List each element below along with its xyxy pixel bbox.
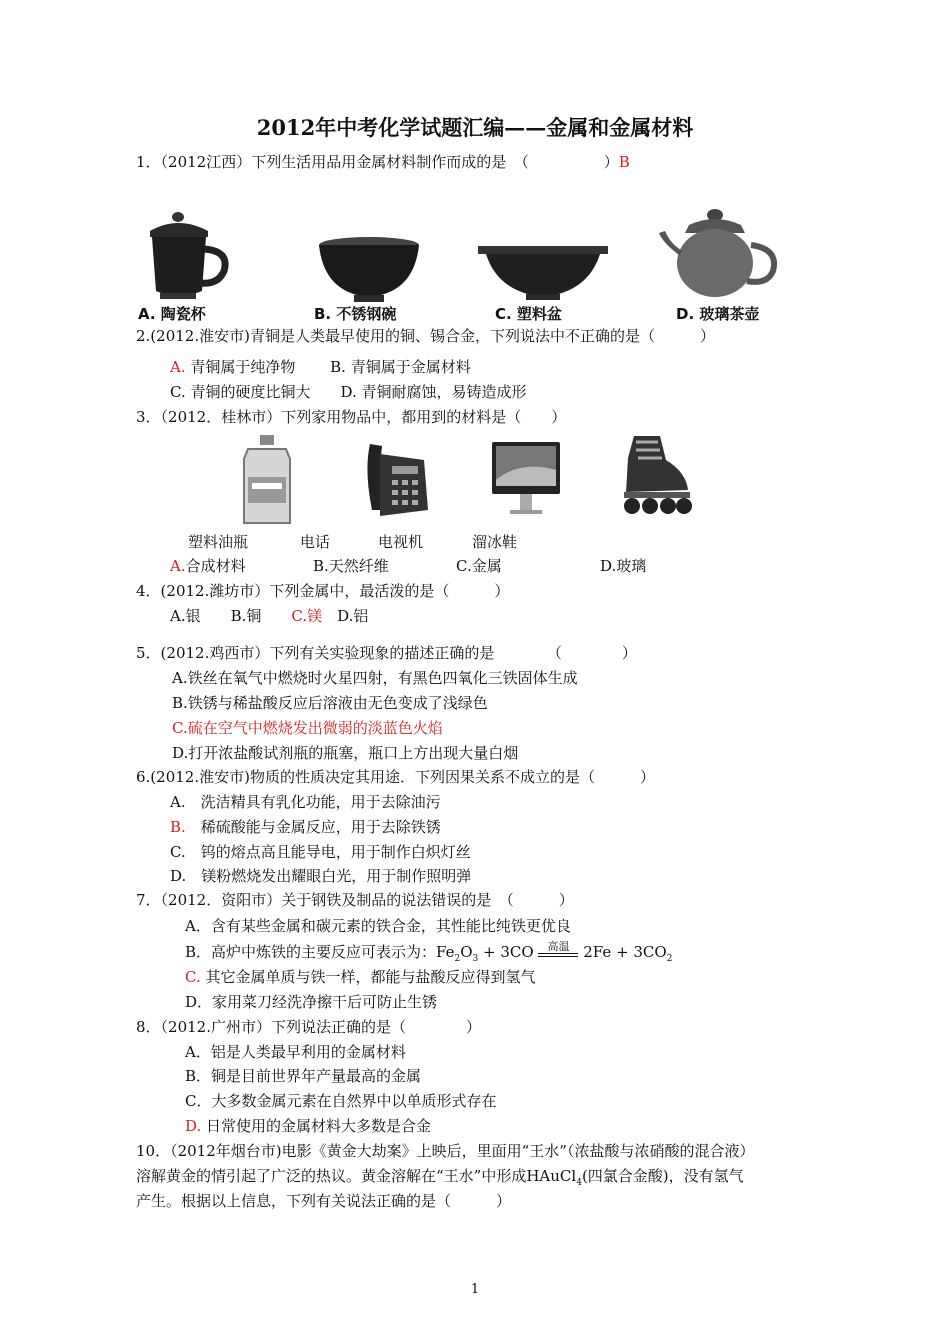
q6-option-d: D. 镁粉燃烧发出耀眼白光，用于制作照明弹 bbox=[170, 867, 472, 885]
q3-option-c: C.金属 bbox=[456, 557, 502, 575]
steel-bowl-image bbox=[314, 235, 424, 305]
q1-label-d: D. 玻璃茶壶 bbox=[676, 305, 760, 323]
q2-answer-a: A. bbox=[170, 358, 186, 376]
q10-line3: 产生。根据以上信息，下列有关说法正确的是（ ） bbox=[136, 1192, 512, 1210]
q6-option-b: B. 稀硫酸能与金属反应，用于去除铁锈 bbox=[170, 818, 441, 836]
tv-monitor-image bbox=[490, 440, 562, 520]
q3-caption-tv: 电视机 bbox=[378, 533, 424, 551]
q1-stem: 1．（2012江西）下列生活用品用金属材料制作而成的是 （ ）B bbox=[136, 153, 630, 171]
q2-stem: 2.(2012.淮安市)青铜是人类最早使用的铜、锡合金，下列说法中不正确的是（ ） bbox=[136, 327, 715, 345]
oil-bottle-image bbox=[238, 433, 298, 528]
skate-shoe-image bbox=[614, 432, 699, 517]
q8-option-a: A．铝是人类最早利用的金属材料 bbox=[185, 1043, 406, 1061]
q10-line1: 10．（2012年烟台市)电影《黄金大劫案》上映后，里面用“王水”（浓盐酸与浓硝酸的混合液） bbox=[136, 1142, 755, 1160]
q5-option-a: A.铁丝在氧气中燃烧时火星四射，有黑色四氧化三铁固体生成 bbox=[172, 669, 578, 687]
q10-line2: 溶解黄金的情引起了广泛的热议。黄金溶解在“王水”中形成HAuCl$_4$(四氯合金酸)，没有氢气 bbox=[136, 1167, 744, 1188]
q6-option-a: A. 洗洁精具有乳化功能，用于去除油污 bbox=[170, 793, 441, 811]
q5-option-b: B.铁锈与稀盐酸反应后溶液由无色变成了浅绿色 bbox=[172, 694, 488, 712]
q6-option-c: C. 钨的熔点高且能导电，用于制作白炽灯丝 bbox=[170, 843, 471, 861]
q6-answer-b: B. bbox=[170, 818, 186, 836]
telephone-image bbox=[362, 440, 432, 520]
q8-answer-d: D. bbox=[185, 1117, 202, 1135]
q5-option-d: D.打开浓盐酸试剂瓶的瓶塞，瓶口上方出现大量白烟 bbox=[172, 744, 519, 762]
q3-option-b: B.天然纤维 bbox=[313, 557, 389, 575]
q1-label-b: B. 不锈钢碗 bbox=[314, 305, 397, 323]
q2-line1: A. 青铜属于纯净物 B. 青铜属于金属材料 bbox=[170, 358, 471, 376]
q7-answer-c: C. bbox=[185, 968, 201, 986]
glass-teapot-image bbox=[655, 205, 785, 305]
q4-answer-c: C.镁 bbox=[291, 607, 323, 625]
q3-stem: 3．（2012．桂林市）下列家用物品中，都用到的材料是（ ） bbox=[136, 408, 567, 426]
q7-option-d: D．家用菜刀经洗净擦干后可防止生锈 bbox=[185, 993, 438, 1011]
q6-stem: 6.(2012.淮安市)物质的性质决定其用途．下列因果关系不成立的是（ ） bbox=[136, 768, 655, 786]
q7-stem: 7．（2012．资阳市）关于钢铁及制品的说法错误的是 （ ） bbox=[136, 891, 574, 909]
page-number: 1 bbox=[470, 1282, 480, 1297]
q5-stem: 5．(2012.鸡西市）下列有关实验现象的描述正确的是 （ ） bbox=[136, 644, 637, 662]
q3-caption-skate: 溜冰鞋 bbox=[472, 533, 518, 551]
plastic-basin-image bbox=[478, 242, 608, 304]
q1-label-c: C. 塑料盆 bbox=[495, 305, 562, 323]
q3-caption-bottle: 塑料油瓶 bbox=[188, 533, 249, 551]
q4-options: A.银 B.铜 C.镁 D.铝 bbox=[170, 607, 369, 625]
q1-answer: B bbox=[618, 153, 630, 171]
q3-caption-phone: 电话 bbox=[300, 533, 331, 551]
q8-option-c: C．大多数金属元素在自然界中以单质形式存在 bbox=[185, 1092, 497, 1110]
reaction-condition: 高温 bbox=[538, 947, 578, 957]
q8-option-d: D. 日常使用的金属材料大多数是合金 bbox=[185, 1117, 432, 1135]
q1-label-a: A. 陶瓷杯 bbox=[138, 305, 206, 323]
q2-line2: C. 青铜的硬度比铜大 D. 青铜耐腐蚀，易铸造成形 bbox=[170, 383, 527, 401]
page-title: 2012年中考化学试题汇编——金属和金属材料 bbox=[256, 115, 694, 140]
q4-stem: 4．(2012.潍坊市）下列金属中，最活泼的是（ ） bbox=[136, 582, 510, 600]
q8-option-b: B．铜是目前世界年产量最高的金属 bbox=[185, 1067, 422, 1085]
q3-option-a: A.合成材料 bbox=[170, 557, 246, 575]
q7-option-a: A．含有某些金属和碳元素的铁合金，其性能比纯铁更优良 bbox=[185, 917, 571, 935]
q7-option-c: C. 其它金属单质与铁一样，都能与盐酸反应得到氢气 bbox=[185, 968, 536, 986]
q3-option-d: D.玻璃 bbox=[600, 557, 647, 575]
porcelain-cup-image bbox=[138, 205, 238, 310]
q5-option-c: C.硫在空气中燃烧发出微弱的淡蓝色火焰 bbox=[172, 719, 443, 737]
q3-answer-a: A. bbox=[170, 557, 186, 575]
q8-stem: 8．（2012.广州市）下列说法正确的是（ ） bbox=[136, 1018, 481, 1036]
q7-option-b: B．高炉中炼铁的主要反应可表示为：$Fe_2O_3 + 3CO$ 高温 $2Fe + 3CO_2$ bbox=[185, 940, 673, 964]
